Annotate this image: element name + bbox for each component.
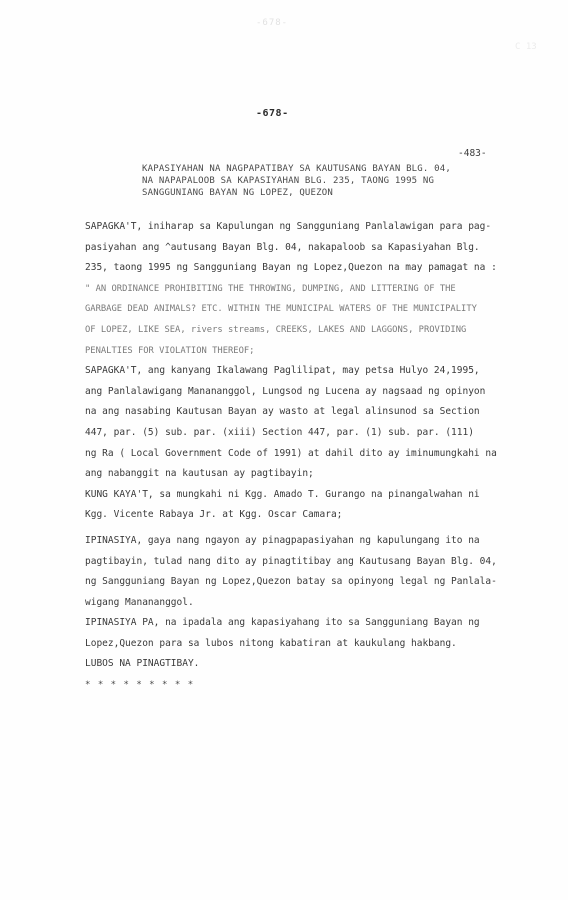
body-line: SAPAGKA'T, iniharap sa Kapulungan ng Sangguniang Panlalawigan para pag- <box>85 221 492 232</box>
body-line: IPINASIYA, gaya nang ngayon ay pinagpapasiyahan ng kapulungang ito na <box>85 534 480 546</box>
resolution-title <box>142 163 502 199</box>
title-line: KAPASIYAHAN NA NAGPAPATIBAY SA KAUTUSANG BAYAN BLG. 04, <box>142 164 452 174</box>
ordinance-title-line: GARBAGE DEAD ANIMALS? ETC. WITHIN THE MUNICIPAL WATERS OF THE MUNICIPALITY <box>85 304 477 315</box>
closing-stars: * * * * * * * * * <box>85 680 195 691</box>
body-line: ang nabanggit na kautusan ay pagtibayin; <box>85 468 314 480</box>
ordinance-title-line: PENALTIES FOR VIOLATION THEREOF; <box>85 345 255 356</box>
body-line: ang Panlalawigang Manananggol, Lungsod ng Lucena ay nagsaad ng opinyon <box>85 385 486 397</box>
body-line: Lopez,Quezon para sa lubos nitong kabatiran at kaukulang hakbang. <box>85 637 457 649</box>
body-line: SAPAGKA'T, ang kanyang Ikalawang Paglilipat, may petsa Hulyo 24,1995, <box>85 365 480 377</box>
body-line: 447, par. (5) sub. par. (xiii) Section 447, par. (1) sub. par. (111) <box>85 426 474 438</box>
body-line: pagtibayin, tulad nang dito ay pinagtitibay ang Kautusang Bayan Blg. 04, <box>85 555 497 567</box>
body-line: na ang nasabing Kautusan Bayan ay wasto at legal alinsunod sa Section <box>85 406 480 418</box>
resolution-body <box>85 217 535 696</box>
body-line: KUNG KAYA'T, sa mungkahi ni Kgg. Amado T. Gurango na pinangalwahan ni <box>85 488 480 500</box>
bleed-through-mark: C 13 <box>515 42 537 52</box>
ordinance-title-line: " AN ORDINANCE PROHIBITING THE THROWING, DUMPING, AND LITTERING OF THE <box>85 283 456 294</box>
page-number: -678- <box>256 108 289 119</box>
body-line: pasiyahan ang ^autusang Bayan Blg. 04, nakapaloob sa Kapasiyahan Blg. <box>85 241 480 253</box>
body-line: ng Sangguniang Bayan ng Lopez,Quezon batay sa opinyong legal ng Panlala- <box>85 576 497 588</box>
title-line: NA NAPAPALOOB SA KAPASIYAHAN BLG. 235, TAONG 1995 NG <box>142 176 435 186</box>
bleed-through-page-number: -678- <box>256 18 289 28</box>
body-line: ng Ra ( Local Government Code of 1991) at dahil dito ay iminumungkahi na <box>85 447 497 459</box>
body-line: IPINASIYA PA, na ipadala ang kapasiyahang ito sa Sangguniang Bayan ng <box>85 617 480 629</box>
body-line: Kgg. Vicente Rabaya Jr. at Kgg. Oscar Camara; <box>85 509 343 521</box>
closing-line: LUBOS NA PINAGTIBAY. <box>85 658 200 670</box>
title-line: SANGGUNIANG BAYAN NG LOPEZ, QUEZON <box>142 188 334 198</box>
body-line: wigang Manananggol. <box>85 596 194 608</box>
document-number: -483- <box>458 148 487 159</box>
body-line: 235, taong 1995 ng Sangguniang Bayan ng Lopez,Quezon na may pamagat na : <box>85 262 497 274</box>
ordinance-title-line: OF LOPEZ, LIKE SEA, rivers streams, CREEKS, LAKES AND LAGGONS, PROVIDING <box>85 324 467 335</box>
